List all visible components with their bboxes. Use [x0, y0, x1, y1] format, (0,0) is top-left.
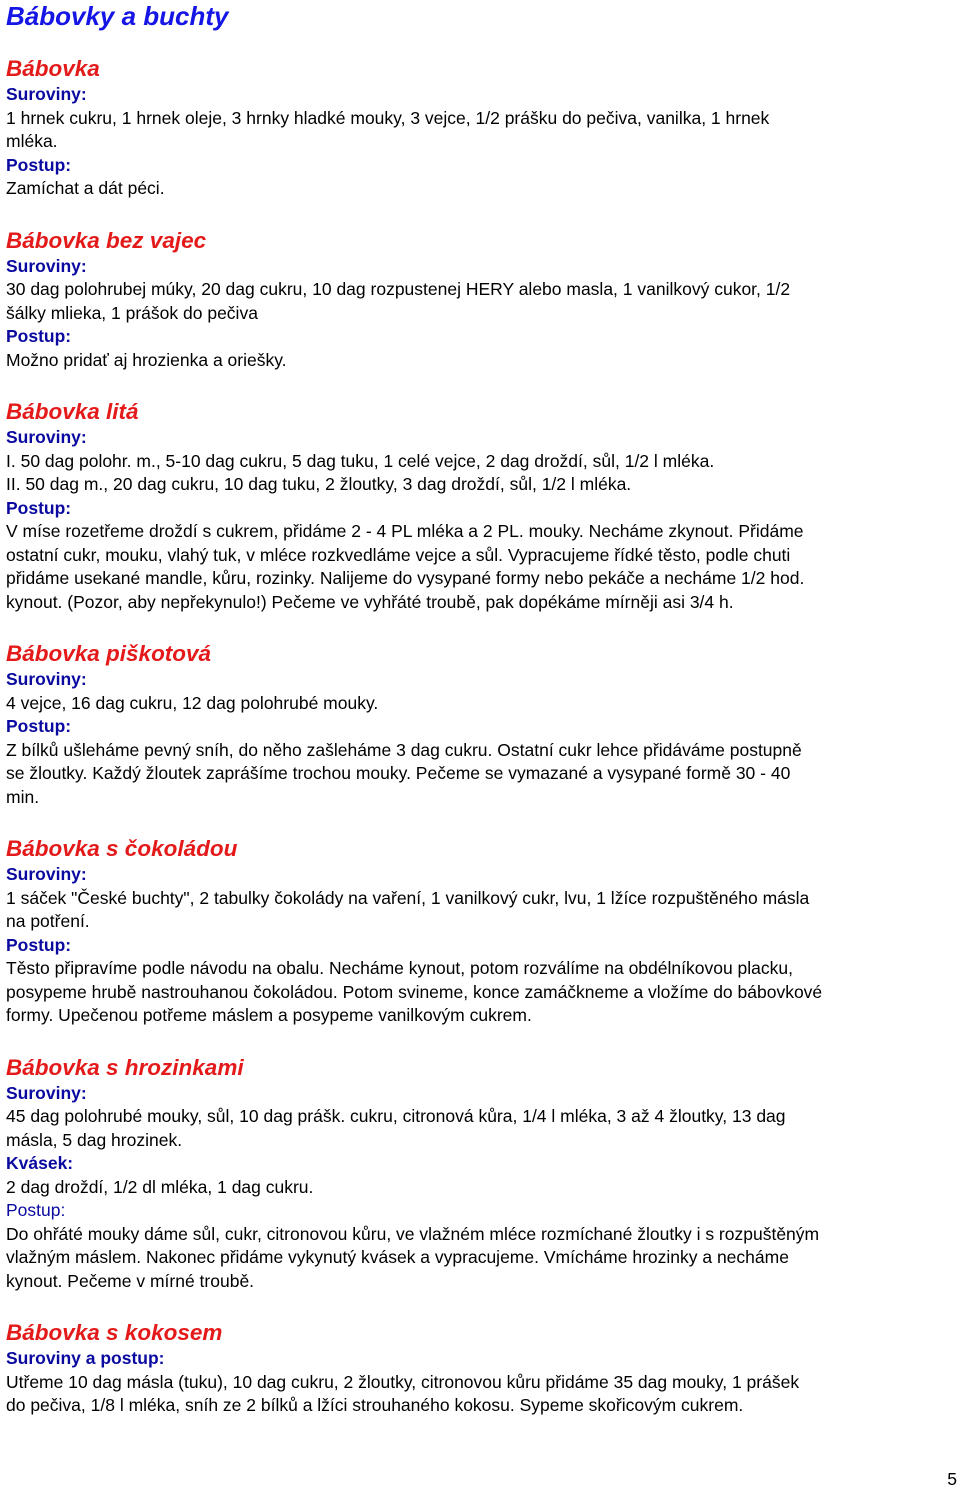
text-line: se žloutky. Každý žloutek zaprášíme trochou mouky. Pečeme se vymazané a vysypané formě 30 - 40	[6, 763, 791, 783]
text-line: kynout. (Pozor, aby nepřekynulo!) Pečeme ve vyhřáté troubě, pak dopékáme mírněji asi 3/4 h.	[6, 591, 734, 612]
page-number: 5	[947, 1469, 957, 1489]
document-page	[6, 0, 954, 1418]
recipe-babovka-lita	[6, 398, 954, 614]
recipe-title: Bábovka s kokosem	[6, 1320, 223, 1345]
recipe-babovka-s-cokoladou	[6, 835, 954, 1028]
text-line: posypeme hrubě nastrouhanou čokoládou. Potom svineme, konce zamáčkneme a vložíme do bábovkové	[6, 981, 823, 1002]
ingredients-label: Suroviny:	[6, 669, 87, 689]
steps-text	[6, 520, 954, 614]
text-line: Do ohřáté mouky dáme sůl, cukr, citronovou kůru, ve vlažném mléce rozmíchané žloutky i s rozpuštěným	[6, 1223, 820, 1244]
text-line: na potření.	[6, 911, 90, 931]
starter-text	[6, 1176, 954, 1200]
text-line: min.	[6, 786, 40, 807]
steps-label: Postup:	[6, 326, 72, 346]
recipe-title: Bábovka piškotová	[6, 641, 212, 666]
spacer	[6, 372, 954, 398]
recipe-babovka	[6, 55, 954, 201]
recipe-title: Bábovka	[6, 56, 100, 81]
spacer	[6, 809, 954, 835]
spacer	[6, 1028, 954, 1054]
ingredients-text	[6, 692, 954, 716]
text-line: I. 50 dag polohr. m., 5-10 dag cukru, 5 dag tuku, 1 celé vejce, 2 dag droždí, sůl, 1/2 l mléka.	[6, 450, 715, 471]
text-line: ostatní cukr, mouku, vlahý tuk, v mléce rozkvedláme vejce a sůl. Vypracujeme řídké těsto, podle chuti	[6, 544, 791, 565]
text-line: 45 dag polohrubé mouky, sůl, 10 dag prášk. cukru, citronová kůra, 1/4 l mléka, 3 až 4 žloutky, 13 dag	[6, 1106, 786, 1126]
recipe-title: Bábovka litá	[6, 399, 139, 424]
steps-text	[6, 177, 954, 201]
recipe-title: Bábovka s hrozinkami	[6, 1054, 244, 1080]
ingredients-label: Suroviny:	[6, 427, 87, 447]
text-line: 4 vejce, 16 dag cukru, 12 dag polohrubé mouky.	[6, 692, 379, 713]
text-line: V míse rozetřeme droždí s cukrem, přidáme 2 - 4 PL mléka a 2 PL. mouky. Necháme zkynout. Přidáme	[6, 521, 804, 541]
ingredients-text	[6, 450, 954, 497]
text-line: Možno pridať aj hrozienka a oriešky.	[6, 349, 287, 370]
steps-label: Postup:	[6, 716, 72, 736]
text-line: mléka.	[6, 131, 58, 151]
text-line: formy. Upečenou potřeme máslem a posypeme vanilkovým cukrem.	[6, 1005, 532, 1025]
spacer	[6, 1293, 954, 1319]
text-line: 1 sáček "České buchty", 2 tabulky čokolády na vaření, 1 vanilkový cukr, lvu, 1 lžíce rozpuštěného másla	[6, 887, 810, 908]
ingredients-label: Suroviny:	[6, 84, 87, 104]
text-line: 30 dag polohrubej múky, 20 dag cukru, 10 dag rozpustenej HERY alebo masla, 1 vanilkový cukor, 1/2	[6, 279, 791, 299]
steps-text	[6, 1223, 954, 1294]
text-line: vlažným máslem. Nakonec přidáme vykynutý kvásek a vypracujeme. Vmícháme hrozinky a necháme	[6, 1247, 789, 1267]
ingredients-text	[6, 887, 954, 934]
spacer	[6, 201, 954, 227]
text-line: 2 dag droždí, 1/2 dl mléka, 1 dag cukru.	[6, 1176, 314, 1197]
text-line: II. 50 dag m., 20 dag cukru, 10 dag tuku, 2 žloutky, 3 dag droždí, sůl, 1/2 l mléka.	[6, 474, 632, 494]
recipe-babovka-s-hrozinkami	[6, 1054, 954, 1294]
text-line: Těsto připravíme podle návodu na obalu. Necháme kynout, potom rozválíme na obdélníkovou placku,	[6, 958, 793, 978]
starter-label: Kvásek:	[6, 1153, 74, 1173]
ingredients-text	[6, 278, 954, 325]
text-line: šálky mlieka, 1 prášok do pečiva	[6, 302, 258, 323]
text-line: přidáme usekané mandle, kůru, rozinky. Nalijeme do vysypané formy nebo pekáče a necháme 1/2 hod.	[6, 568, 805, 588]
steps-text	[6, 739, 954, 810]
ingredients-and-steps-label: Suroviny a postup:	[6, 1348, 165, 1368]
recipe-title: Bábovka bez vajec	[6, 227, 207, 253]
recipe-babovka-bez-vajec	[6, 227, 954, 373]
recipe-title: Bábovka s čokoládou	[6, 836, 238, 861]
steps-label: Postup:	[6, 497, 72, 518]
document-title: Bábovky a buchty	[6, 1, 229, 31]
ingredients-label: Suroviny:	[6, 1082, 87, 1103]
steps-text	[6, 957, 954, 1028]
recipe-babovka-piskotova	[6, 640, 954, 809]
ingredients-label: Suroviny:	[6, 864, 87, 884]
ingredients-text	[6, 1105, 954, 1152]
steps-label: Postup:	[6, 154, 72, 175]
spacer	[6, 614, 954, 640]
recipe-babovka-s-kokosem	[6, 1319, 954, 1418]
text-line: Utřeme 10 dag másla (tuku), 10 dag cukru, 2 žloutky, citronovou kůru přidáme 35 dag mouky, 1 prášek	[6, 1371, 800, 1392]
steps-text	[6, 349, 954, 373]
text-line: 1 hrnek cukru, 1 hrnek oleje, 3 hrnky hladké mouky, 3 vejce, 1/2 prášku do pečiva, vanilka, 1 hrnek	[6, 107, 770, 128]
ingredients-text	[6, 107, 954, 154]
steps-label: Postup:	[6, 1200, 66, 1220]
steps-label: Postup:	[6, 934, 72, 955]
ingredients-and-steps-text	[6, 1371, 954, 1418]
text-line: másla, 5 dag hrozinek.	[6, 1129, 183, 1150]
ingredients-label: Suroviny:	[6, 255, 87, 276]
text-line: do pečiva, 1/8 l mléka, sníh ze 2 bílků a lžíci strouhaného kokosu. Sypeme skořicovým cukrem.	[6, 1395, 744, 1415]
text-line: kynout. Pečeme v mírné troubě.	[6, 1270, 255, 1291]
text-line: Z bílků ušleháme pevný sníh, do něho zašleháme 3 dag cukru. Ostatní cukr lehce přidáváme postupně	[6, 739, 802, 760]
text-line: Zamíchat a dát péci.	[6, 178, 165, 198]
